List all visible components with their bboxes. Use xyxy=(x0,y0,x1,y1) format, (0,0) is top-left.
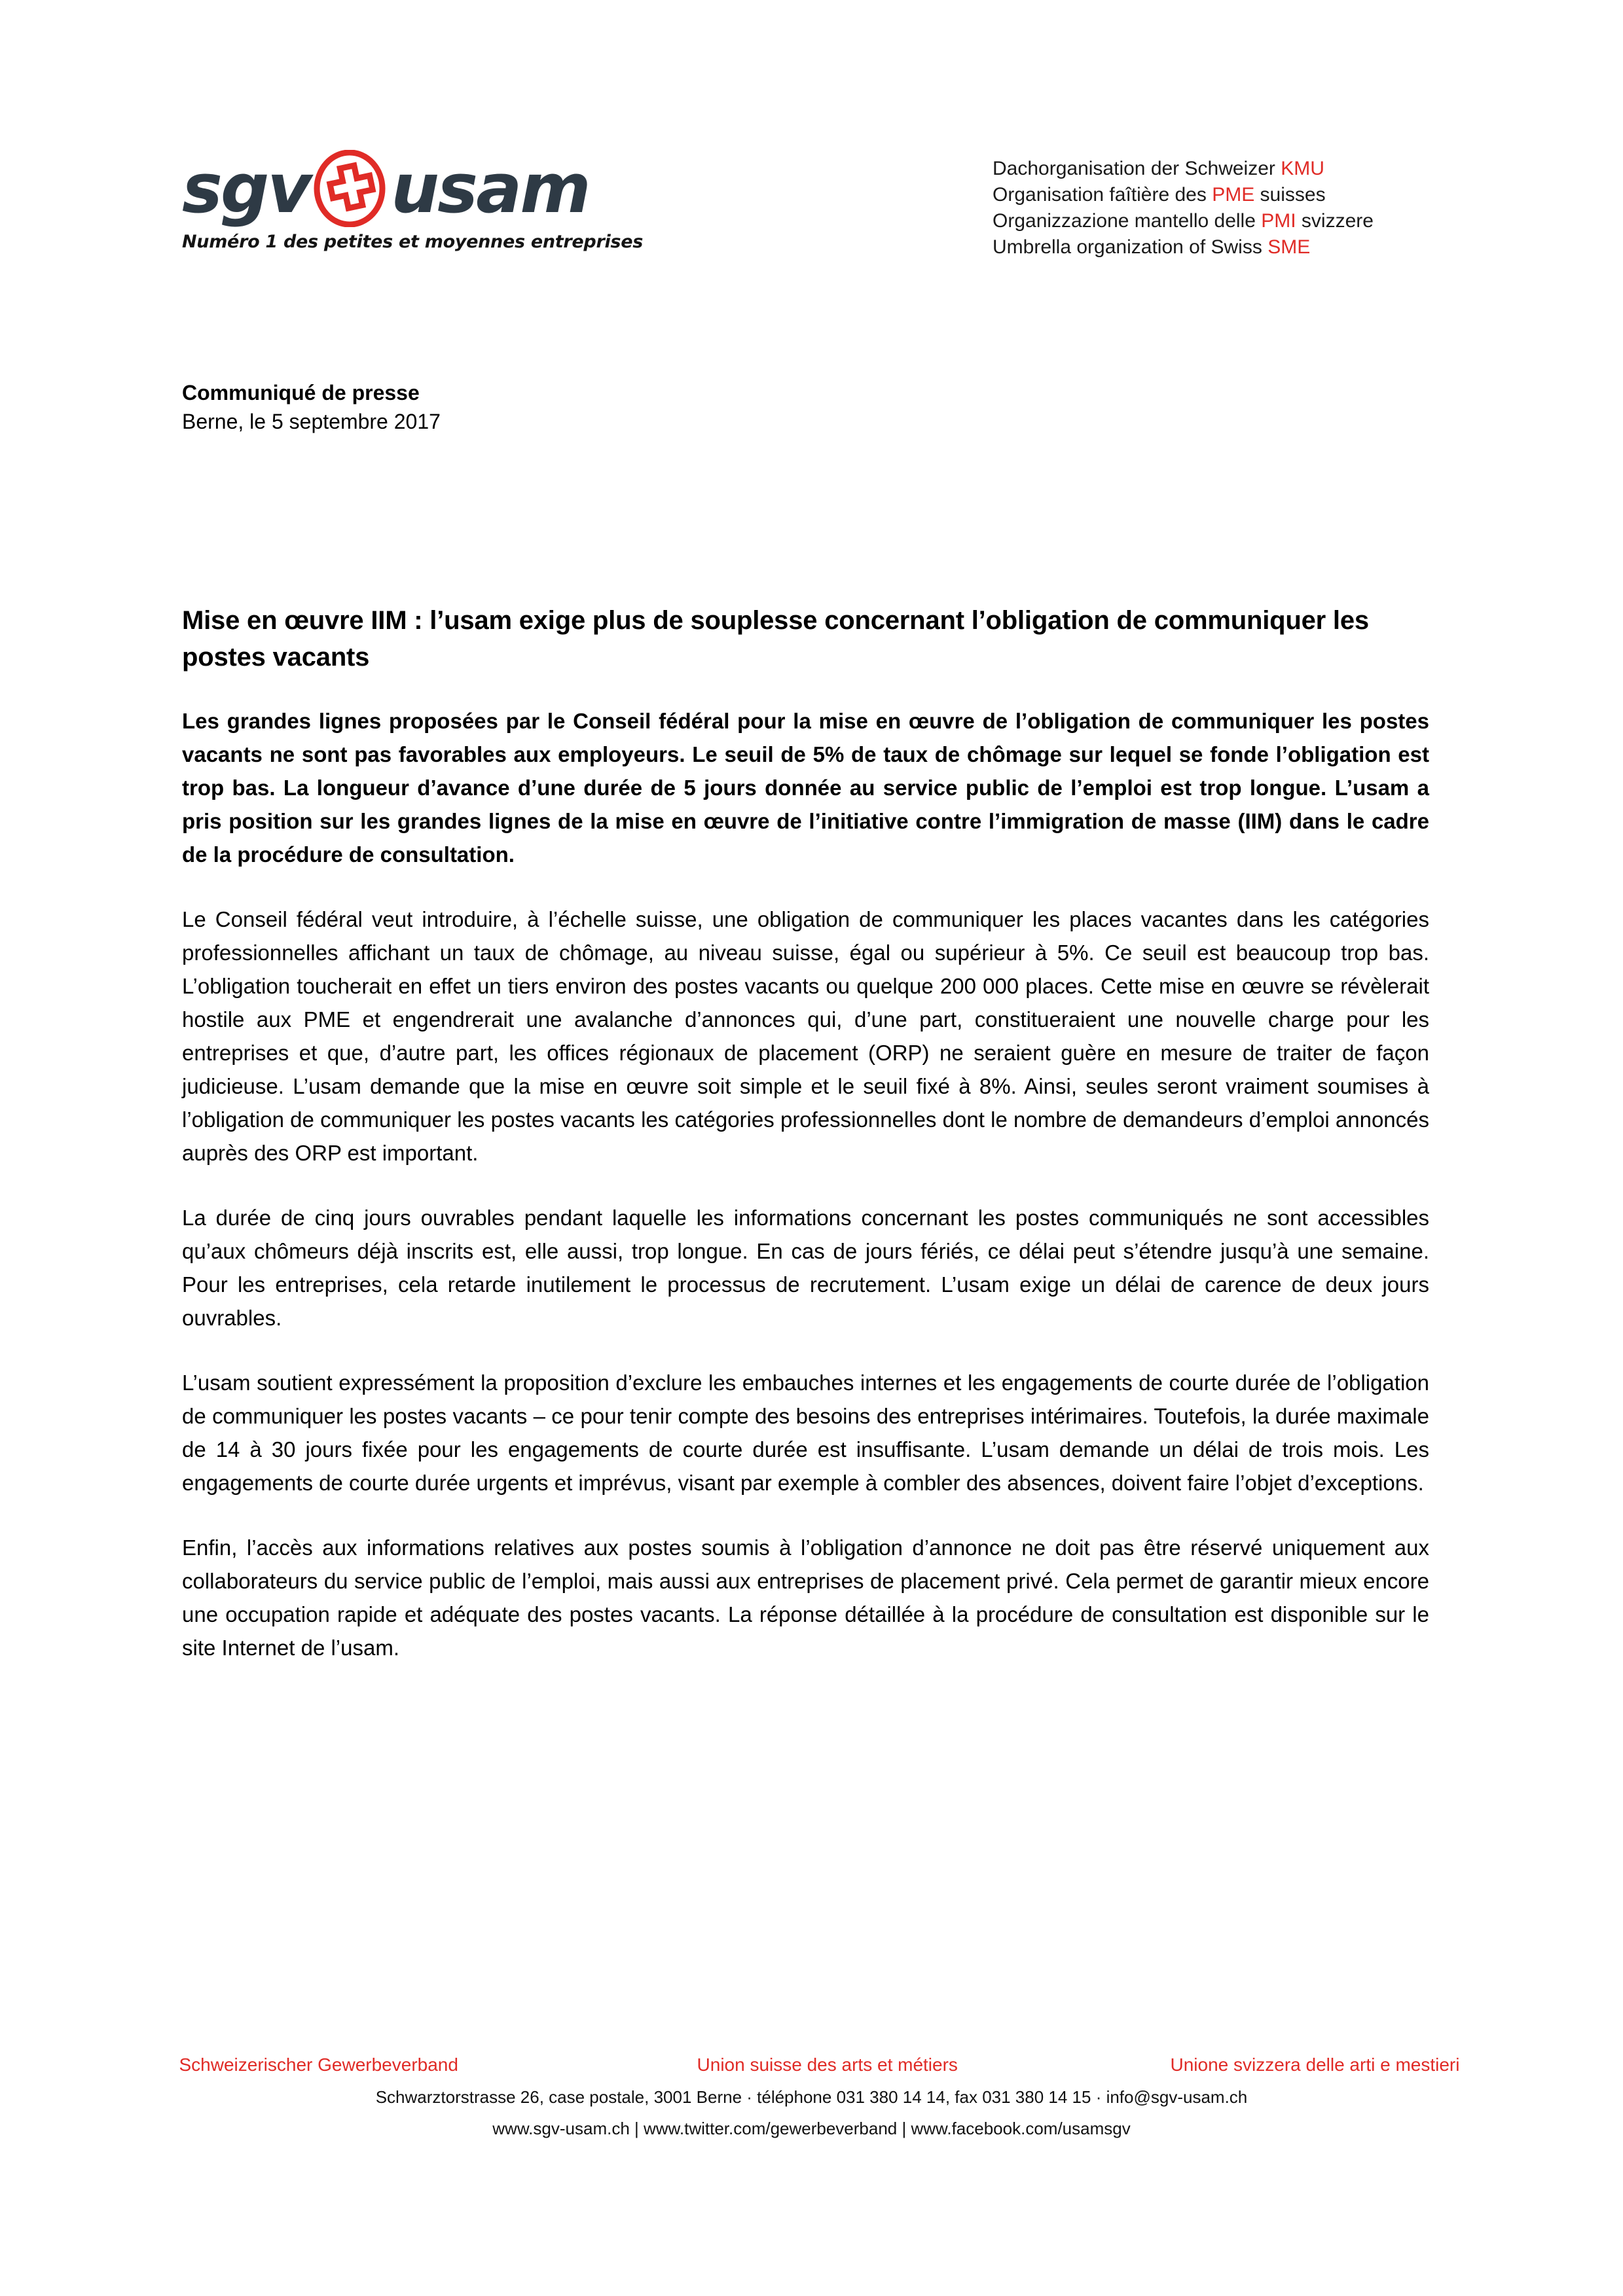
document-type-label: Communiqué de presse xyxy=(182,381,420,404)
dateline: Berne, le 5 septembre 2017 xyxy=(182,410,441,433)
footer-org-it: Unione svizzera delle arti e mestieri xyxy=(1170,2054,1460,2075)
body-paragraph-1: Le Conseil fédéral veut introduire, à l’échelle suisse, une obligation de communiquer les places vacantes dans les catégories professionnelles affichant un taux de chômage, au niveau suisse, égal ou supérieur à 5%. Ce seuil est beaucoup trop bas. L’obligation toucherait en effet un tiers environ des postes vacants ou quelque 200 000 places. Cette mise en œuvre se révèlerait hostile aux PME et engendrerait une avalanche d’annonces qui, d’une part, constitueraient une nouvelle charge pour les entreprises et que, d’autre part, les offices régionaux de placement (ORP) ne seraient guère en mesure de traiter de façon judicieuse. L’usam demande que la mise en œuvre soit simple et le seuil fixé à 8%. Ainsi, seules seront vraiment soumises à l’obligation de communiquer les postes vacants les catégories professionnelles dont le nombre de demandeurs d’emploi annoncés auprès des ORP est important. xyxy=(182,907,1429,1165)
document-footer xyxy=(0,2052,1623,2141)
document-body xyxy=(182,602,1429,1664)
org-descriptor-de-highlight: KMU xyxy=(1281,158,1324,179)
org-descriptor-fr-prefix: Organisation faîtière des xyxy=(993,184,1213,206)
multilingual-org-descriptor xyxy=(993,156,1374,260)
body-paragraph-4: Enfin, l’accès aux informations relatives aux postes soumis à l’obligation d’annonce ne doit pas être réservé uniquement aux collaborateurs du service public de l’emploi, mais aussi aux entreprises de placement privé. Cela permet de garantir mieux encore une occupation rapide et adéquate des postes vacants. La réponse détaillée à la procédure de consultation est disponible sur le site Internet de l’usam. xyxy=(182,1535,1429,1660)
org-descriptor-it xyxy=(993,208,1374,234)
document-header xyxy=(0,0,1623,301)
page-title: Mise en œuvre IIM : l’usam exige plus de souplesse concernant l’obligation de communiquer les postes vacants xyxy=(182,606,1369,672)
body-paragraph-3: L’usam soutient expressément la proposition d’exclure les embauches internes et les engagements de courte durée de l’obligation de communiquer les postes vacants – ce pour tenir compte des besoins des entreprises intérimaires. Toutefois, la durée maximale de 14 à 30 jours fixée pour les engagements de courte durée est insuffisante. L’usam demande un délai de trois mois. Les engagements de courte durée urgents et imprévus, visant par exemple à combler des absences, doivent faire l’objet d’exceptions. xyxy=(182,1371,1429,1495)
org-descriptor-fr-highlight: PME xyxy=(1212,184,1255,206)
org-descriptor-de-prefix: Dachorganisation der Schweizer xyxy=(993,158,1281,179)
footer-org-de: Schweizerischer Gewerbeverband xyxy=(179,2054,458,2075)
sgv-usam-logo xyxy=(182,149,643,252)
logo-text-usam: usam xyxy=(391,149,589,228)
lead-paragraph: Les grandes lignes proposées par le Conseil fédéral pour la mise en œuvre de l’obligation de communiquer les postes vacants ne sont pas favorables aux employeurs. Le seuil de 5% de taux de chômage sur lequel se fonde l’obligation est trop bas. La longueur d’avance d’une durée de 5 jours donnée au service public de l’emploi est trop longue. L’usam a pris position sur les grandes lignes de la mise en œuvre de l’initiative contre l’immigration de masse (IIM) dans le cadre de la procédure de consultation. xyxy=(182,709,1429,867)
org-descriptor-fr xyxy=(993,182,1374,208)
org-descriptor-it-highlight: PMI xyxy=(1261,210,1296,232)
footer-address-line: Schwarztorstrasse 26, case postale, 3001 Berne · téléphone 031 380 14 14, fax 031 380 14 15 · info@sgv-usam.ch xyxy=(375,2087,1248,2107)
logo-text-sgv: sgv xyxy=(182,149,310,228)
logo-wordmark-row xyxy=(182,149,643,228)
logo-tagline: Numéro 1 des petites et moyennes entreprises xyxy=(182,232,643,252)
org-descriptor-it-prefix: Organizzazione mantello delle xyxy=(993,210,1262,232)
org-descriptor-en xyxy=(993,234,1374,260)
org-descriptor-en-prefix: Umbrella organization of Swiss xyxy=(993,236,1268,258)
org-descriptor-it-suffix: svizzere xyxy=(1296,210,1374,232)
org-descriptor-fr-suffix: suisses xyxy=(1254,184,1326,206)
org-descriptor-de xyxy=(993,156,1374,182)
footer-org-fr: Union suisse des arts et métiers xyxy=(697,2054,958,2075)
document-meta xyxy=(182,378,441,436)
footer-web-line[interactable]: www.sgv-usam.ch | www.twitter.com/gewerbeverband | www.facebook.com/usamsgv xyxy=(492,2119,1131,2138)
body-paragraph-2: La durée de cinq jours ouvrables pendant laquelle les informations concernant les postes communiqués ne sont accessibles qu’aux chômeurs déjà inscrits est, elle aussi, trop longue. En cas de jours fériés, ce délai peut s’étendre jusqu’à une semaine. Pour les entreprises, cela retarde inutilement le processus de recrutement. L’usam exige un délai de carence de deux jours ouvrables. xyxy=(182,1206,1429,1330)
swiss-cross-circle-emblem-icon xyxy=(310,150,390,227)
org-descriptor-en-highlight: SME xyxy=(1267,236,1311,258)
footer-organization-names xyxy=(164,2052,1460,2078)
